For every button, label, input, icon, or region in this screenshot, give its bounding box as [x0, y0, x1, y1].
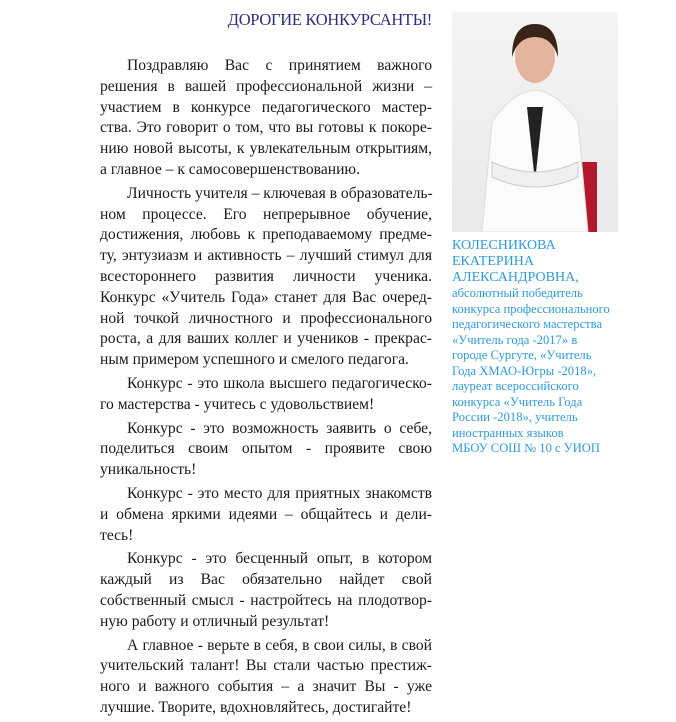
text-line: ном процессе. Его непрерывное обучение, [100, 205, 432, 223]
text-line: и обмена яркими идеями – общайтесь и дели- [100, 505, 432, 523]
paragraph [100, 484, 432, 546]
text-line: Личность учителя – ключевая в образователь- [127, 184, 433, 202]
caption-line: «Учитель года -2017» в [452, 332, 578, 347]
caption-line: АЛЕКСАНДРОВНА, [452, 270, 579, 285]
text-line: учительский талант! Вы стали частью престиж- [100, 657, 432, 675]
caption-line: педагогического мастерства [452, 317, 603, 331]
text-line: ства. Это говорит о том, что вы готовы к покоре- [100, 119, 432, 137]
text-line: каждый из Вас обязательно найдет свой [100, 571, 432, 589]
caption-line: МБОУ СОШ № 10 с УИОП [452, 441, 600, 455]
paragraph [100, 549, 432, 632]
text-line: Поздравляю Вас с принятием важного [127, 57, 432, 74]
text-line: роста, а для ваших коллег и учеников - прекрас- [100, 330, 432, 348]
text-line: нию новой высоты, к увлекательным открытиям, [100, 140, 432, 158]
caption-line: лауреат всероссийского [452, 379, 579, 393]
caption-line: иностранных языков [452, 425, 564, 440]
text-line: лучшие. Творите, вдохновляйтесь, достигайте! [100, 698, 412, 716]
paragraph [100, 636, 432, 719]
text-line: всестороннего развития личности ученика. [100, 267, 432, 285]
paragraph [100, 56, 432, 181]
text-line: Конкурс - это возможность заявить о себе, [127, 419, 432, 437]
caption-line: ЕКАТЕРИНА [452, 254, 534, 269]
caption-line: КОЛЕСНИКОВА [452, 238, 556, 253]
caption-line: России -2018», учитель [452, 410, 578, 424]
text-line: Конкурс - это место для приятных знакомств [127, 484, 432, 502]
caption-line: конкурса профессионального [452, 301, 610, 316]
caption-line: конкурса «Учитель Года [452, 394, 583, 409]
text-line: достижения, любовь к преподаваемому предме- [100, 226, 432, 244]
author-description [452, 286, 676, 457]
letter-body [100, 56, 432, 722]
text-line: А главное - верьте в себя, в свои силы, в свой [127, 636, 432, 654]
text-line: уникальность! [100, 461, 197, 479]
author-caption [452, 238, 676, 457]
paragraph [100, 419, 432, 481]
caption-line: Года ХМАО-Югры -2018», [452, 363, 597, 378]
text-line: ной точкой личностного и профессионального [100, 309, 432, 327]
text-line: тесь! [100, 526, 134, 544]
paragraph [100, 184, 432, 371]
caption-line: абсолютный победитель [452, 286, 583, 300]
text-line: Конкурс - это бесценный опыт, в котором [127, 550, 432, 568]
text-line: ным примером успешного и смелого педагога. [100, 351, 409, 369]
text-line: Конкурс - это школа высшего педагогическо- [127, 374, 432, 392]
author-name [452, 238, 676, 286]
text-line: а главное – к самосовершенствованию. [100, 160, 360, 178]
caption-line: городе Сургуте, «Учитель [452, 348, 592, 362]
paragraph [100, 374, 432, 416]
text-line: поделиться своим опытом - проявите свою [100, 440, 432, 458]
author-photo [452, 12, 618, 232]
text-line: го мастерства - учитесь с удовольствием! [100, 395, 375, 413]
text-line: решения в вашей профессиональной жизни – [100, 77, 432, 95]
page-title: ДОРОГИЕ КОНКУРСАНТЫ! [227, 10, 432, 29]
text-line: ную работу и отличный результат! [100, 612, 330, 630]
text-line: Конкурс «Учитель Года» станет для Вас очеред- [100, 288, 432, 306]
text-line: собственный смысл - настройтесь на плодотвор- [100, 591, 432, 609]
text-line: ту, энтузиазм и активность – лучший стимул для [100, 247, 432, 265]
text-line: участием в конкурсе педагогического мастер- [100, 98, 432, 116]
text-line: ного и важного события – а значит Вы - уже [100, 678, 432, 696]
